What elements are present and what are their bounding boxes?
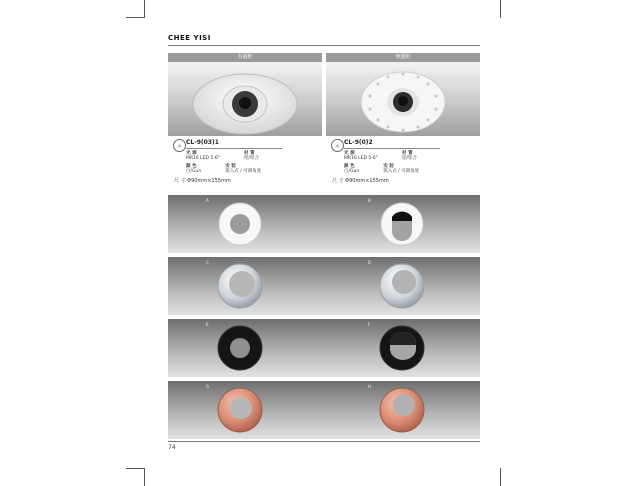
panel-title-frameless: 無邊框 [326,53,480,62]
strip-tag: H [368,384,372,389]
white-reflectors-image [168,195,480,253]
header-rule [168,45,480,46]
strip-tag: G [206,384,210,389]
light-source-value: MR16 LED 5-6° [344,156,379,162]
color-label: 颜 色 [186,163,197,169]
crop-mark [126,17,144,18]
material-label: 材 質 [402,150,413,156]
crop-mark [144,468,145,486]
spec-badge-icon: ◎ [331,139,344,152]
crop-mark [144,0,145,18]
strip-tag: C [206,260,209,265]
product-photo-frameless [326,62,480,136]
install-label: 安 装 [383,163,394,169]
install-value: 嵌入式 / 可调角度 [225,169,262,175]
black-reflectors-image [168,319,480,377]
strip-tag: F [368,322,371,327]
rose-gold-reflectors-image [168,381,480,439]
strip-tag: E [206,322,209,327]
reflector-strip-white [168,195,480,253]
strip-tag: B [368,198,371,203]
material-label: 材 質 [244,150,255,156]
model-number: CL-9(0)2 [344,139,373,146]
color-value: 白/Gun [186,169,202,175]
strip-tag: D [368,260,372,265]
light-source-value: MR16 LED 5-6° [186,156,221,162]
page-number: 74 [168,444,176,451]
product-photo-with-frame [168,62,322,136]
size-spec: 尺 寸 Φ90mm×155mm [174,178,231,184]
chrome-reflectors-image [168,257,480,315]
light-source-label: 光 源 [344,150,355,156]
footer-rule [168,441,480,442]
spec-block-with-frame [174,139,306,184]
install-value: 嵌入式 / 可调角度 [383,169,420,175]
brand-title: CHEE YISI [168,34,211,42]
material-value: 铝/铝合 [402,156,418,162]
light-source-label: 光 源 [186,150,197,156]
crop-mark [126,468,144,469]
model-number: CL-9(03)1 [186,139,219,146]
spec-block-frameless [332,139,464,184]
spec-badge-icon: ◎ [173,139,186,152]
color-label: 颜 色 [344,163,355,169]
panel-title-with-frame: 有邊框 [168,53,322,62]
size-spec: 尺 寸 Φ90mm×155mm [332,178,389,184]
reflector-strip-chrome [168,257,480,315]
reflector-strip-rose-gold [168,381,480,439]
downlight-with-frame-image [168,62,322,136]
crop-mark [500,468,501,486]
material-value: 铝/铝合 [244,156,260,162]
install-label: 安 装 [225,163,236,169]
color-value: 白/Gun [344,169,360,175]
downlight-frameless-image [326,62,480,136]
strip-tag: A [206,198,209,203]
reflector-strip-black [168,319,480,377]
crop-mark [500,0,501,18]
